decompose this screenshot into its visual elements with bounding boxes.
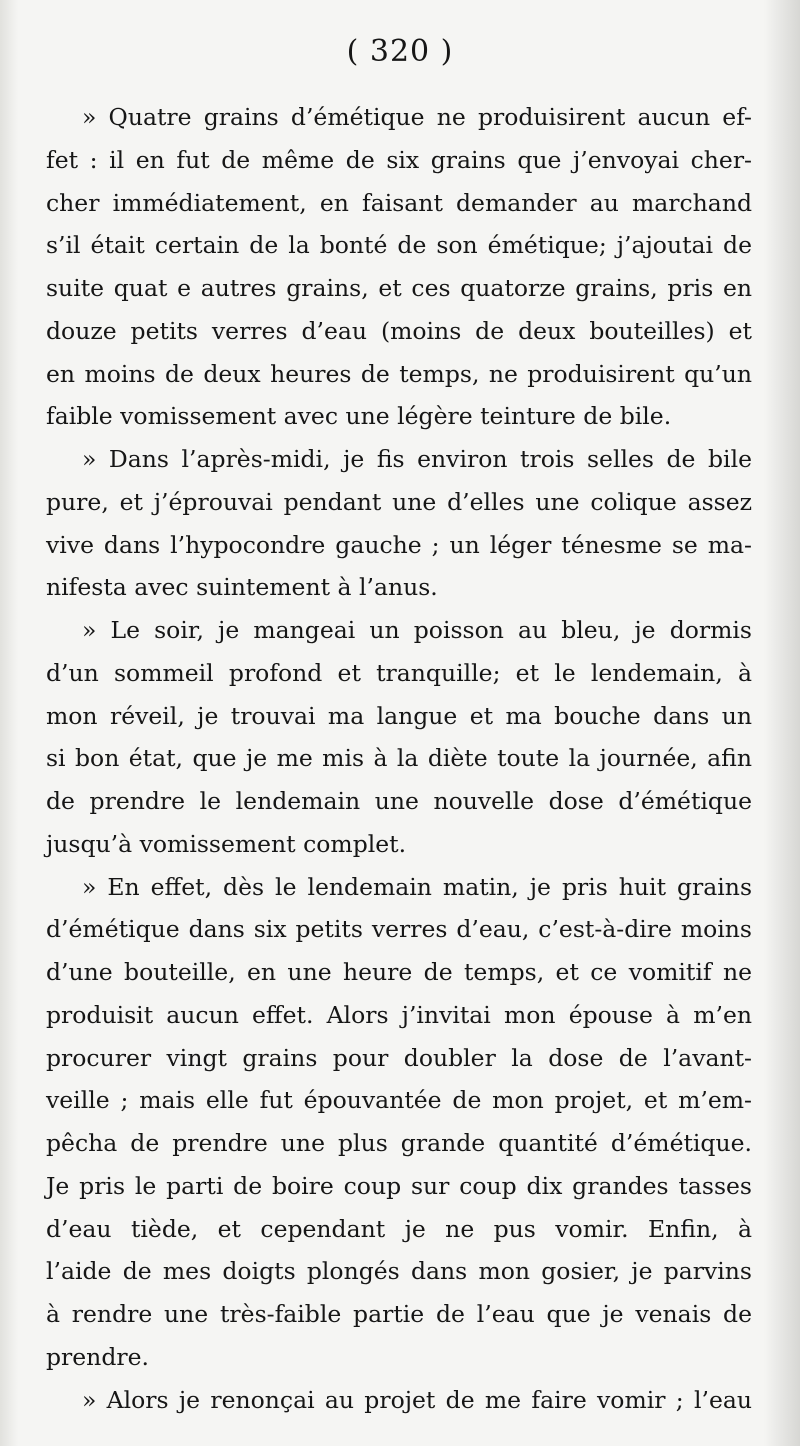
text-line: à rendre une très-faible partie de l’eau que je venais de xyxy=(46,1300,752,1328)
text-line: en moins de deux heures de temps, ne produisirent qu’un xyxy=(46,359,752,388)
text-line: mon réveil, je trouvai ma langue et ma bouche dans un xyxy=(46,701,752,730)
text-line: » Quatre grains d’émétique ne produisirent aucun ef- xyxy=(82,103,752,131)
page-number: ( 320 ) xyxy=(346,34,454,69)
text-line: jusqu’à vomissement complet. xyxy=(46,829,407,858)
text-line: d’une bouteille, en une heure de temps, et ce vomitif ne xyxy=(46,958,752,986)
page-edge-shadow xyxy=(764,0,800,1446)
text-line: » Le soir, je mangeai un poisson au bleu, je dormis xyxy=(82,616,752,644)
text-line: produisit aucun effet. Alors j’invitai mon épouse à m’en xyxy=(46,1000,752,1029)
text-line: s’il était certain de la bonté de son émétique; j’ajoutai de xyxy=(46,231,752,260)
text-line: d’un sommeil profond et tranquille; et le lendemain, à xyxy=(46,658,752,687)
text-line: l’aide de mes doigts plongés dans mon gosier, je parvins xyxy=(46,1257,752,1286)
text-line: si bon état, que je me mis à la diète toute la journée, afin xyxy=(46,744,752,773)
text-line: suite quat e autres grains, et ces quatorze grains, pris en xyxy=(46,274,752,302)
paragraph xyxy=(46,609,752,866)
text-line: Je pris le parti de boire coup sur coup dix grandes tasses xyxy=(46,1171,752,1200)
text-line: » En effet, dès le lendemain matin, je pris huit grains xyxy=(82,872,752,901)
text-line: cher immédiatement, en faisant demander au marchand xyxy=(46,188,752,217)
text-line: pêcha de prendre une plus grande quantité d’émétique. xyxy=(46,1129,752,1157)
paragraph xyxy=(46,866,752,1379)
paragraph xyxy=(46,96,752,438)
paragraph xyxy=(46,438,752,609)
page-gutter-shadow xyxy=(0,0,18,1446)
text-line: procurer vingt grains pour doubler la dose de l’avant- xyxy=(46,1043,752,1072)
text-line: » Alors je renonçai au projet de me faire vomir ; l’eau xyxy=(82,1385,752,1414)
text-line: pure, et j’éprouvai pendant une d’elles une colique assez xyxy=(46,487,752,516)
text-line: » Dans l’après-midi, je fis environ trois selles de bile xyxy=(82,445,752,473)
text-line: fet : il en fut de même de six grains que j’envoyai cher- xyxy=(46,145,752,174)
paragraph xyxy=(46,1379,752,1422)
text-line: d’eau tiède, et cependant je ne pus vomir. Enfin, à xyxy=(46,1214,752,1243)
text-line: veille ; mais elle fut épouvantée de mon projet, et m’em- xyxy=(46,1086,752,1115)
text-line: nifesta avec suintement à l’anus. xyxy=(46,573,438,602)
body-text xyxy=(46,96,752,1421)
text-line: douze petits verres d’eau (moins de deux bouteilles) et xyxy=(46,316,752,345)
text-line: faible vomissement avec une légère teinture de bile. xyxy=(46,402,672,431)
text-line: de prendre le lendemain une nouvelle dose d’émétique xyxy=(46,787,752,815)
text-line: d’émétique dans six petits verres d’eau, c’est-à-dire moins xyxy=(46,915,752,944)
text-line: vive dans l’hypocondre gauche ; un léger ténesme se ma- xyxy=(46,530,752,559)
text-line: prendre. xyxy=(46,1342,149,1371)
